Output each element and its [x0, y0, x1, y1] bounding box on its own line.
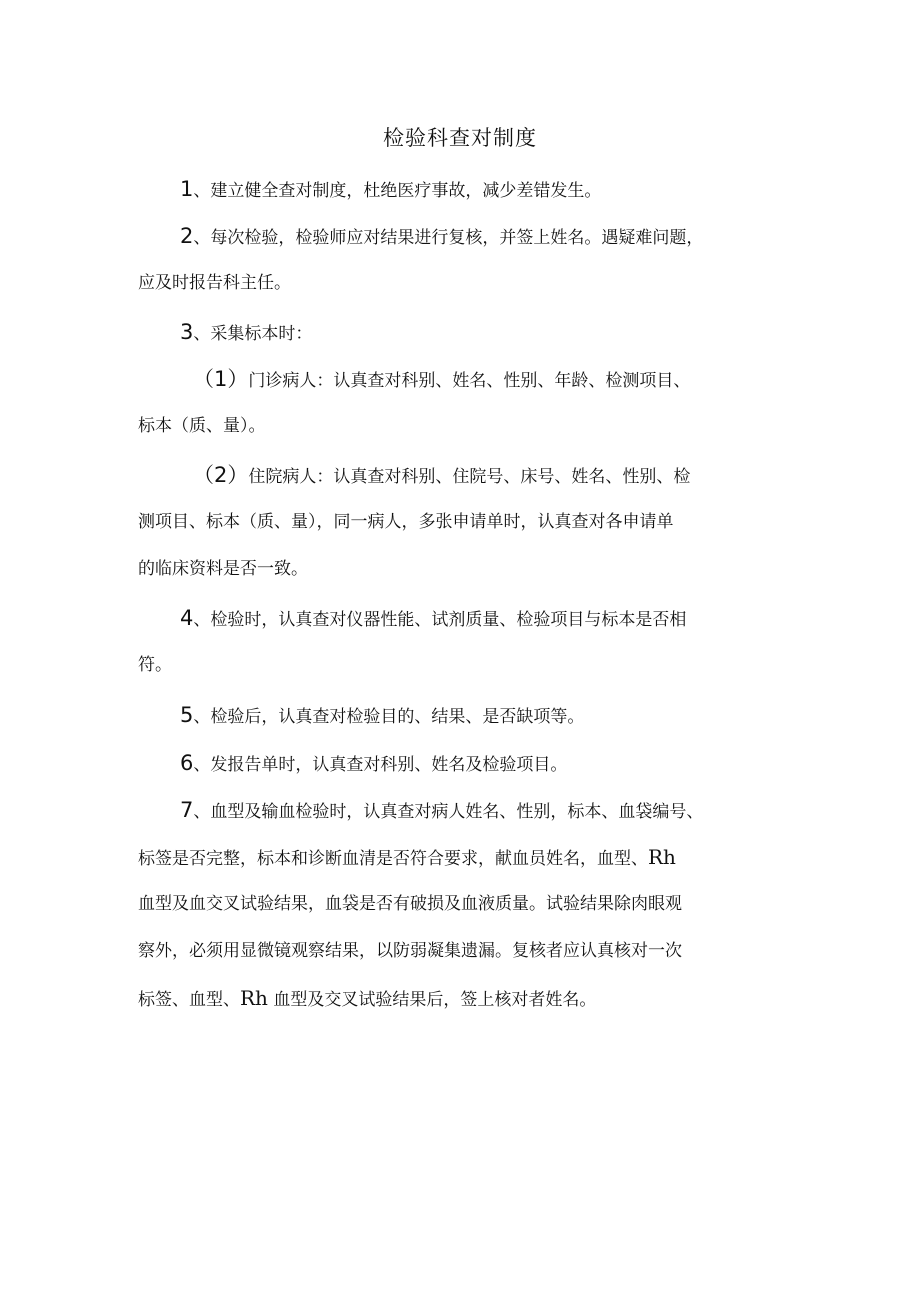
paragraph-text: 门诊病人：认真查对科别、姓名、性别、年龄、检测项目、 [248, 371, 691, 391]
paragraph-text: 、每次检验，检验师应对结果进行复核，并签上姓名。遇疑难问题， [193, 228, 704, 248]
paragraph-text: 血型及交叉试验结果后，签上核对者姓名。 [267, 990, 597, 1010]
paragraph-text: 、检验后，认真查对检验目的、结果、是否缺项等。 [193, 707, 585, 727]
item-number: 2 [180, 224, 194, 248]
paragraph-text: 标签是否完整，标本和诊断血清是否符合要求，献血员姓名，血型、 [138, 849, 648, 869]
paragraph-4 [138, 595, 788, 689]
paragraph-2 [138, 213, 788, 307]
paragraph-text: 、建立健全查对制度，杜绝医疗事故，减少差错发生。 [193, 181, 602, 201]
paragraph-3-1 [138, 356, 788, 450]
paragraph-text: 、检验时，认真查对仪器性能、试剂质量、检验项目与标本是否相 [193, 610, 687, 630]
paragraph-7 [138, 787, 788, 1022]
item-number: 6 [180, 751, 194, 775]
paragraph-1 [138, 166, 788, 213]
paragraph-text: 符。 [138, 655, 172, 675]
paragraph-text: 测项目、标本（质、量），同一病人，多张申请单时，认真查对各申请单 [138, 512, 674, 532]
paragraph-text: 标签、血型、 [138, 990, 240, 1010]
item-number: 7 [180, 798, 194, 822]
paragraph-text: 住院病人：认真查对科别、住院号、床号、姓名、性别、检 [248, 467, 691, 487]
paragraph-text: 的临床资料是否一致。 [138, 559, 308, 579]
item-number: 5 [180, 703, 194, 727]
paragraph-text: 、发报告单时，认真查对科别、姓名及检验项目。 [193, 755, 568, 775]
document-title: 检验科查对制度 [383, 126, 537, 150]
paragraph-text: 、采集标本时： [193, 324, 313, 344]
paragraph-5 [138, 692, 788, 739]
paragraph-3 [138, 309, 788, 356]
item-number: （1） [193, 367, 249, 391]
paragraph-text: 、血型及输血检验时，认真查对病人姓名、性别，标本、血袋编号、 [193, 802, 704, 822]
item-number: 4 [180, 606, 194, 630]
paragraph-6 [138, 740, 788, 787]
paragraph-text: 应及时报告科主任。 [138, 273, 291, 293]
paragraph-text: 察外，必须用显微镜观察结果，以防弱凝集遗漏。复核者应认真核对一次 [138, 941, 682, 961]
paragraph-text: 血型及血交叉试验结果，血袋是否有破损及血液质量。试验结果除肉眼观 [138, 894, 682, 914]
paragraph-text: Rh [648, 845, 676, 869]
paragraph-3-2 [138, 452, 788, 593]
item-number: 3 [180, 320, 194, 344]
item-number: 1 [180, 177, 194, 201]
paragraph-text: Rh [240, 986, 268, 1010]
item-number: （2） [193, 463, 249, 487]
paragraph-text: 标本（质、量）。 [138, 416, 266, 436]
